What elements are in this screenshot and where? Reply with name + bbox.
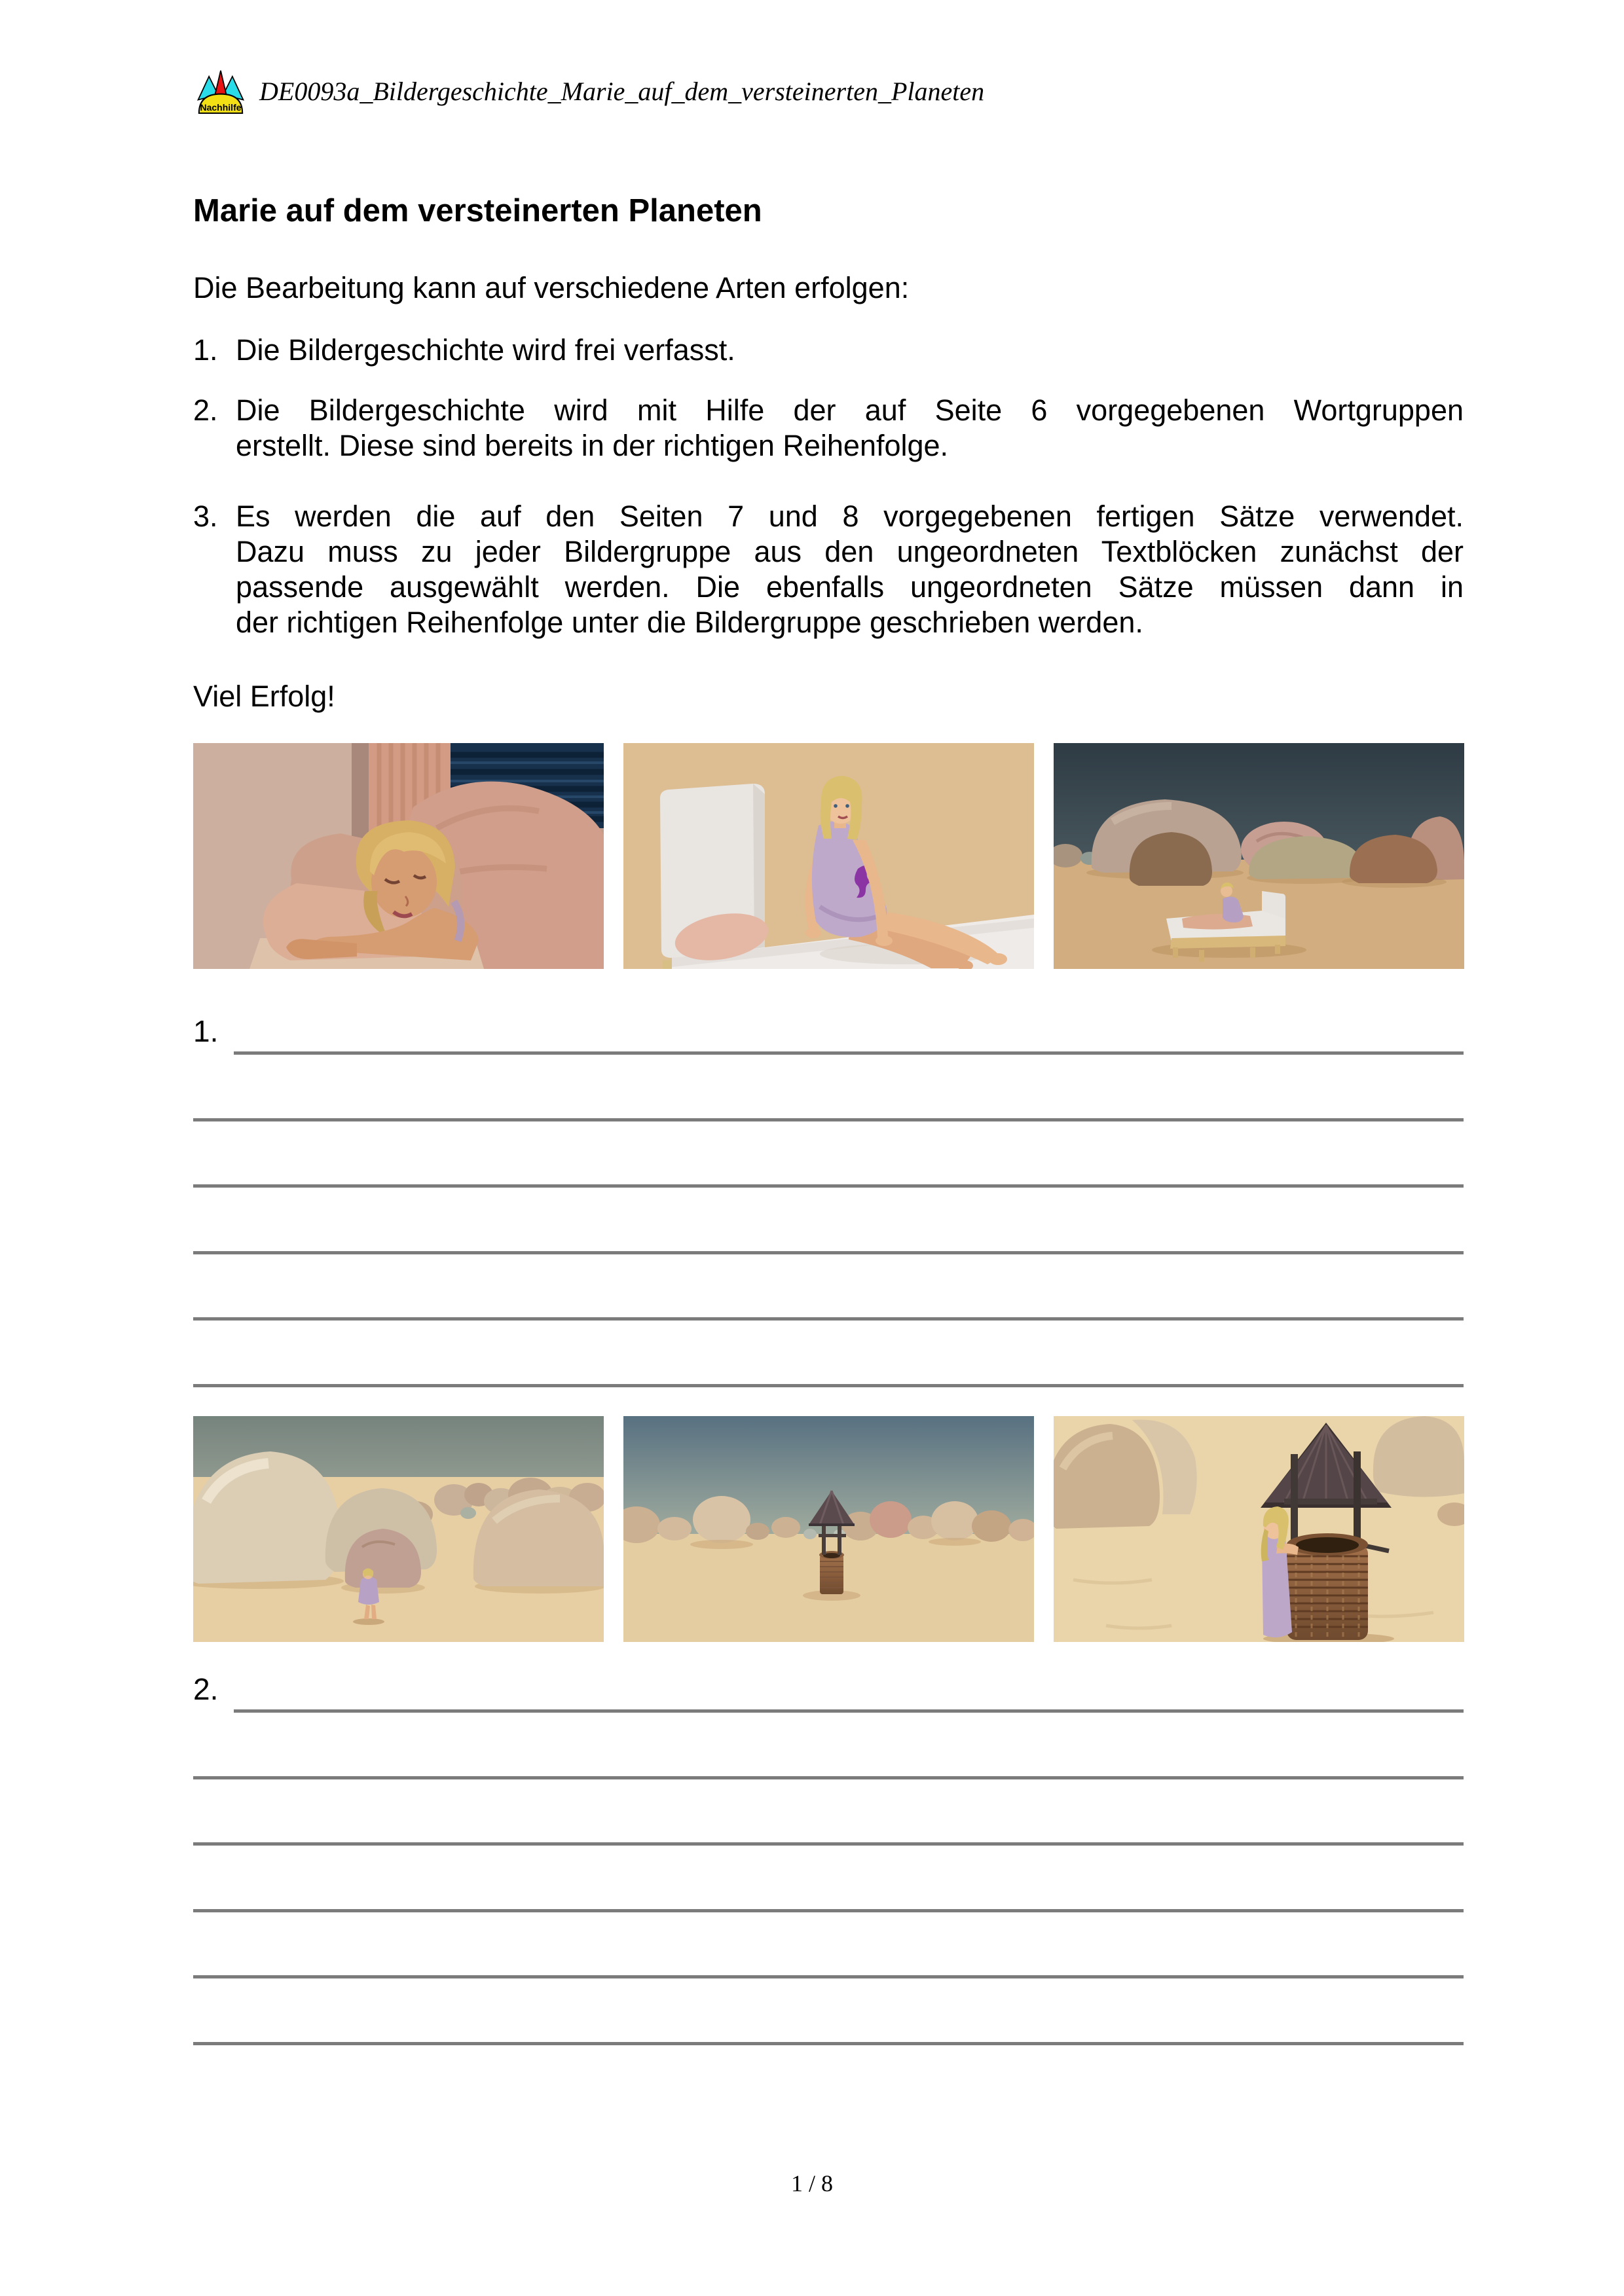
instruction-item-1 bbox=[193, 333, 1464, 368]
writing-line bbox=[193, 1384, 1464, 1387]
instruction-number: 2. bbox=[193, 393, 218, 427]
section-number: 1. bbox=[193, 1014, 219, 1048]
instruction-text-line: passende ausgewählt werden. Die ebenfalls ungeordneten Sätze müssen dann in bbox=[236, 570, 1464, 604]
instruction-text-line: Die Bildergeschichte wird frei verfasst. bbox=[236, 333, 735, 367]
writing-line bbox=[193, 1975, 1464, 1978]
picture-row-2 bbox=[193, 1416, 1464, 1642]
writing-line bbox=[193, 1118, 1464, 1121]
instruction-number: 3. bbox=[193, 500, 218, 533]
writing-line bbox=[193, 1317, 1464, 1321]
page-title: Marie auf dem versteinerten Planeten bbox=[193, 193, 762, 228]
photo-girl-waking-up-in-bed bbox=[623, 743, 1034, 969]
intro-text: Die Bearbeitung kann auf verschiedene Arten erfolgen: bbox=[193, 271, 910, 304]
closing-text: Viel Erfolg! bbox=[193, 680, 335, 713]
writing-line bbox=[234, 1709, 1464, 1713]
writing-line bbox=[193, 1251, 1464, 1254]
instruction-text bbox=[236, 333, 1464, 368]
nachhilfe-logo bbox=[195, 68, 246, 117]
instruction-text bbox=[236, 393, 1464, 464]
instruction-item-3 bbox=[193, 499, 1464, 640]
writing-line bbox=[193, 2042, 1464, 2045]
photo-girl-asleep-in-bed bbox=[193, 743, 604, 969]
logo-label: Nachhilfe bbox=[200, 102, 242, 113]
writing-line bbox=[193, 1909, 1464, 1912]
photo-bed-in-rock-desert bbox=[1054, 743, 1464, 969]
instruction-text-line: Dazu muss zu jeder Bildergruppe aus den ungeordneten Textblöcken zunächst der bbox=[236, 535, 1464, 568]
document-id: DE0093a_Bildergeschichte_Marie_auf_dem_versteinerten_Planeten bbox=[259, 77, 985, 106]
instruction-text bbox=[236, 499, 1464, 640]
writing-line bbox=[234, 1051, 1464, 1055]
instruction-number: 1. bbox=[193, 333, 218, 367]
instruction-text-line: der richtigen Reihenfolge unter die Bildergruppe geschrieben werden. bbox=[236, 606, 1143, 639]
page-number: 1 / 8 bbox=[790, 2170, 833, 2196]
instruction-item-2 bbox=[193, 393, 1464, 464]
answer-section-2 bbox=[193, 1671, 1464, 2090]
instruction-text-line: Die Bildergeschichte wird mit Hilfe der auf Seite 6 vorgegebenen Wortgruppen bbox=[236, 393, 1464, 427]
logo-center-peak-icon bbox=[215, 71, 227, 96]
photo-well-among-rocks bbox=[623, 1416, 1034, 1642]
writing-line bbox=[193, 1184, 1464, 1188]
photo-girl-among-boulders bbox=[193, 1416, 604, 1642]
writing-line bbox=[193, 1776, 1464, 1779]
instruction-text-line: erstellt. Diese sind bereits in der richtigen Reihenfolge. bbox=[236, 429, 949, 462]
instruction-text-line: Es werden die auf den Seiten 7 und 8 vorgegebenen fertigen Sätze verwendet. bbox=[236, 500, 1464, 533]
answer-section-1 bbox=[193, 1013, 1464, 1432]
photo-girl-looking-into-well bbox=[1054, 1416, 1464, 1642]
section-number: 2. bbox=[193, 1672, 219, 1706]
picture-row-1 bbox=[193, 743, 1464, 969]
writing-line bbox=[193, 1842, 1464, 1846]
